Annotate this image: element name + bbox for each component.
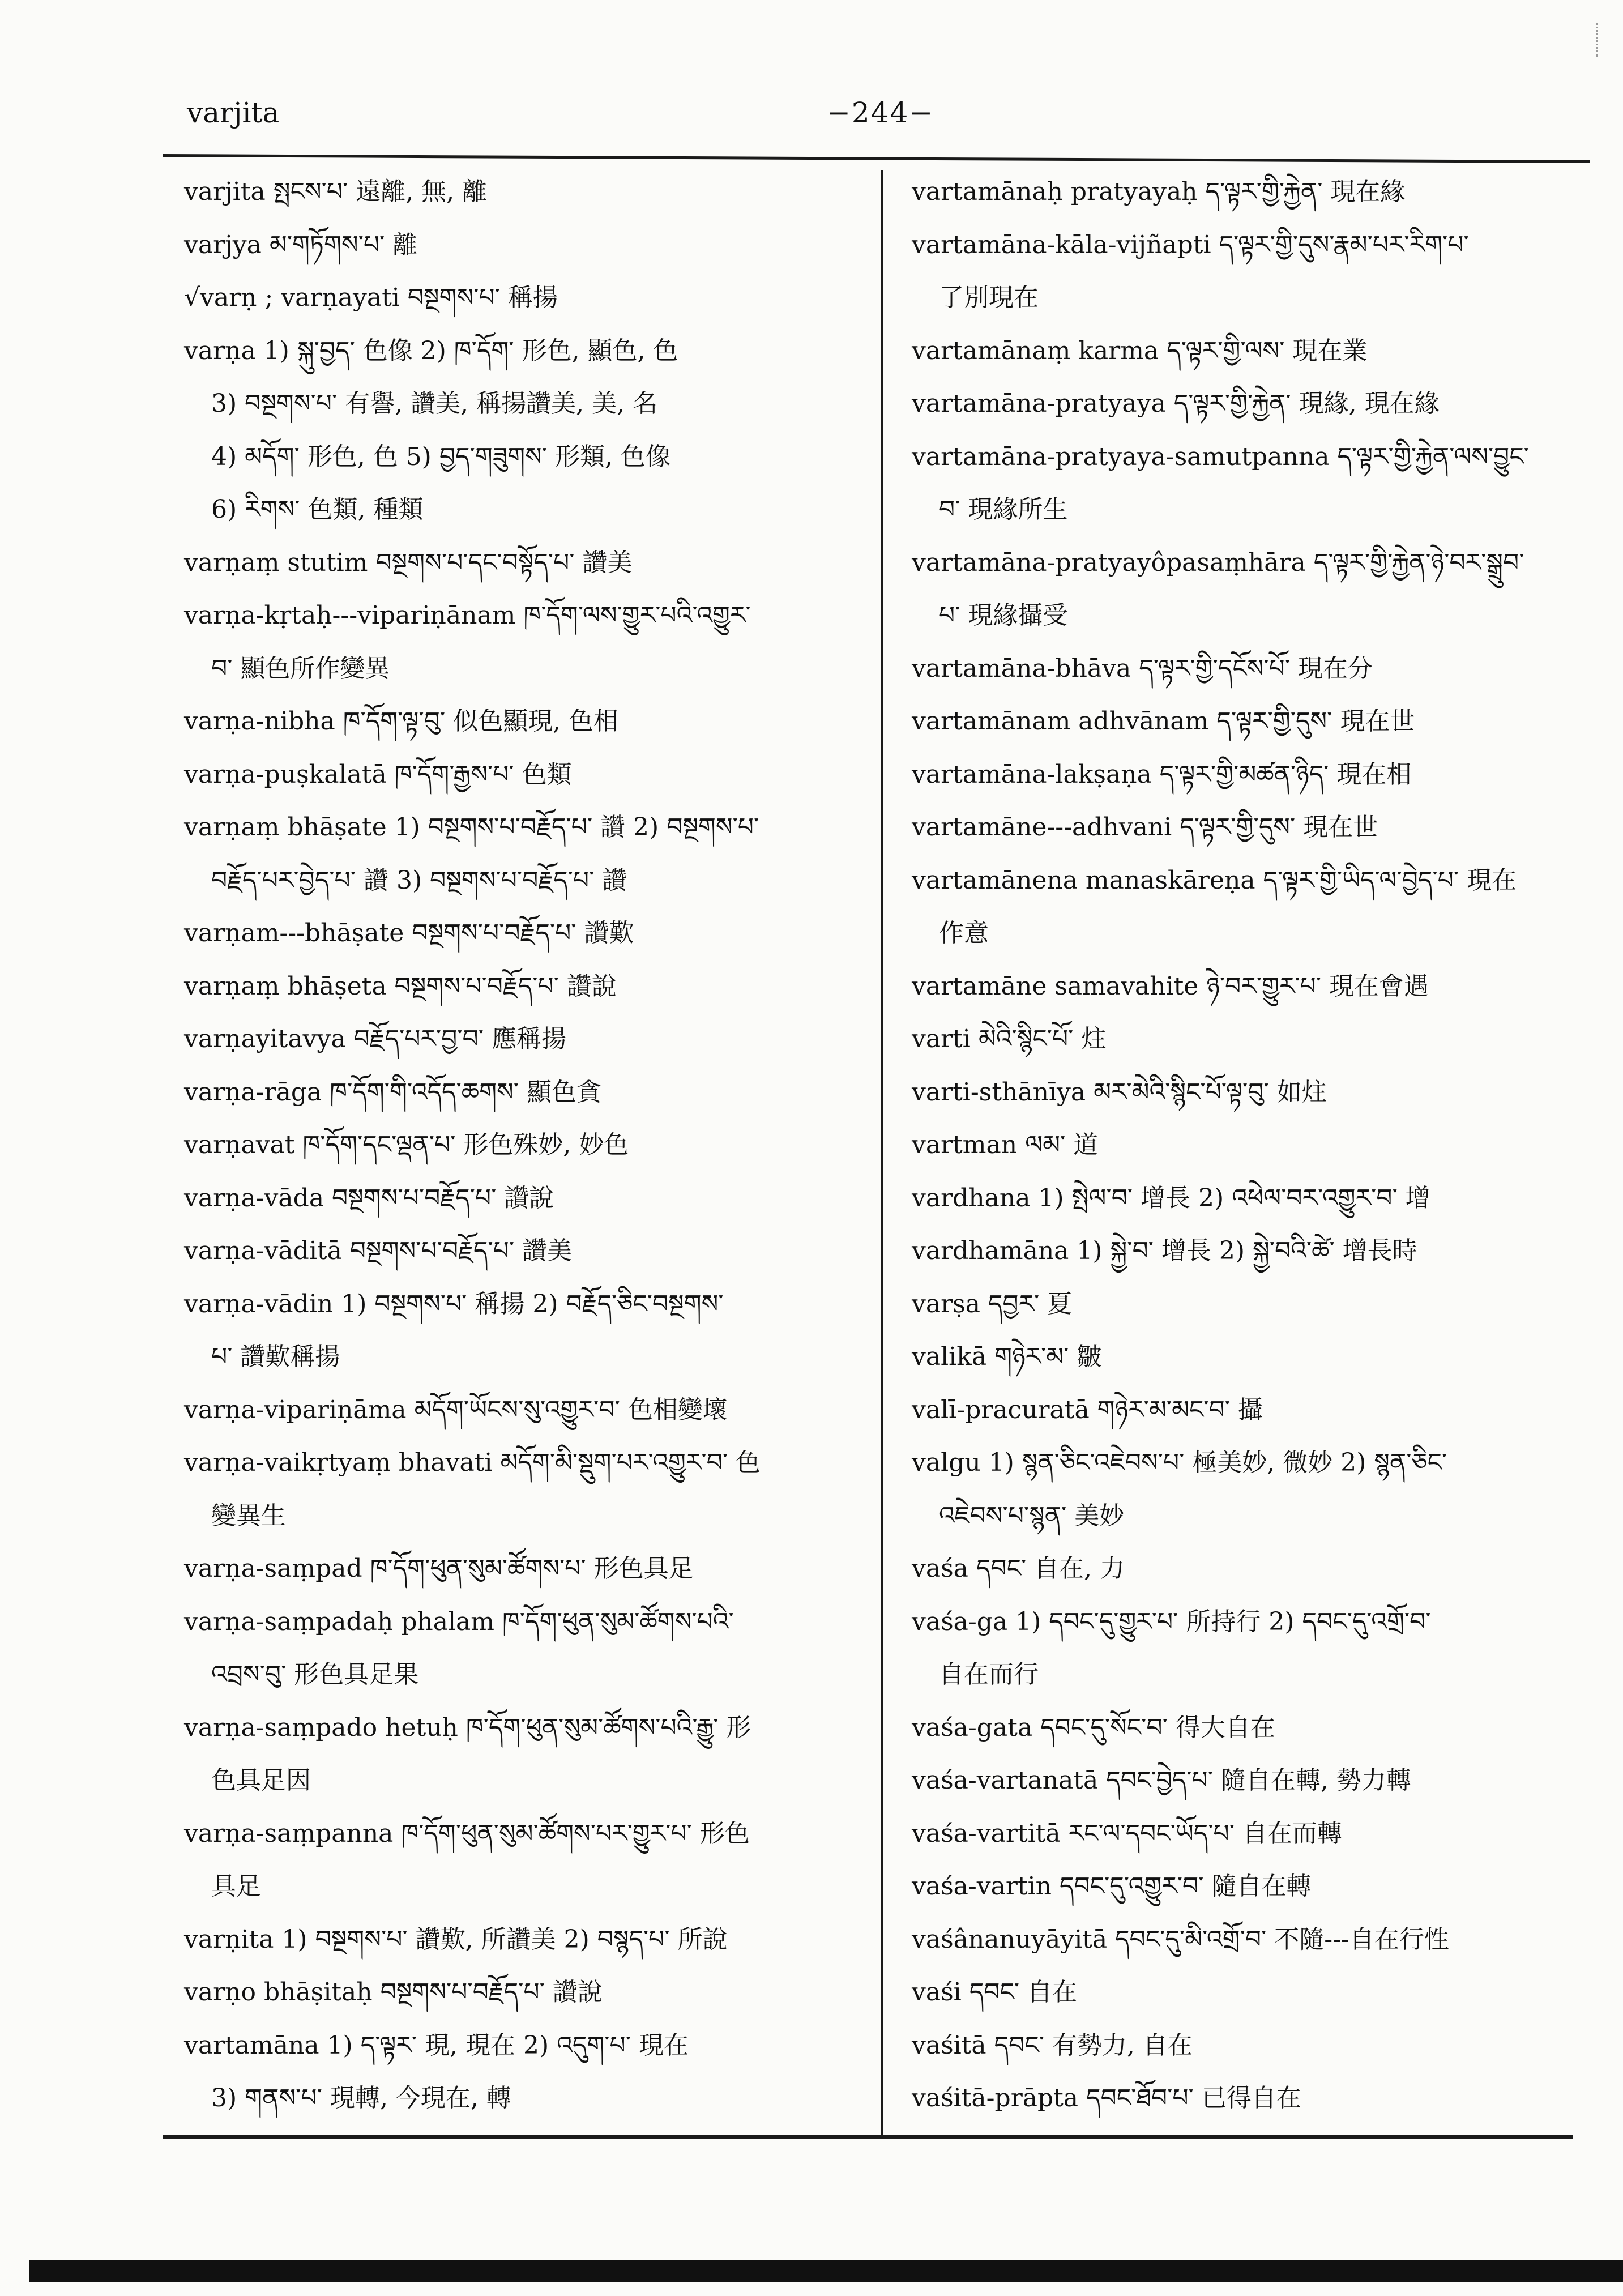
entry-text: varṇa-kṛtaḥ---vipariṇānam ཁ་དོག་ལས་གྱུར་པའི་འགྱུར་: [184, 601, 751, 630]
entry-text: varṇa-saṃpad ཁ་དོག་ཕུན་སུམ་ཚོགས་པ་ 形色具足: [184, 1554, 694, 1583]
entry-text: varṣa དབྱར་ 夏: [912, 1289, 1073, 1318]
entry-text: vartamānaṃ karma ད་ལྟར་གྱི་ལས་ 現在業: [912, 336, 1368, 365]
dictionary-entry-line: [912, 1754, 1591, 1807]
entry-text: varṇa-puṣkalatā ཁ་དོག་རྒྱས་པ་ 色類: [184, 759, 572, 789]
entry-text: √varṇ ; varṇayati བསྔགས་པ་ 稱揚: [184, 283, 558, 312]
entry-text: vartamānaḥ pratyayaḥ ད་ལྟར་གྱི་རྐྱེན་ 現在緣: [912, 177, 1406, 206]
entry-text: vardhana 1) སྤེལ་བ་ 增長 2) འཕེལ་བར་འགྱུར་བ་ 增: [912, 1183, 1430, 1213]
dictionary-entry-line: [184, 1172, 864, 1225]
entry-text: varṇavat ཁ་དོག་དང་ལྡན་པ་ 形色殊妙, 妙色: [184, 1130, 629, 1159]
entry-text: vartamānam adhvānam ད་ལྟར་གྱི་དུས་ 現在世: [912, 707, 1415, 736]
entry-text: varṇa-vipariṇāma མདོག་ཡོངས་སུ་འགྱུར་བ་ 色相變壞: [184, 1395, 728, 1424]
dictionary-entry-line: [912, 1595, 1591, 1649]
dictionary-entry-line: [184, 2019, 864, 2072]
entry-text: valgu 1) སྙན་ཅིང་འཇེབས་པ་ 極美妙, 微妙 2) སྙན་ཅིང་: [912, 1448, 1447, 1477]
dictionary-entry-line: [912, 536, 1591, 590]
dictionary-entry-line: [912, 1172, 1591, 1225]
dictionary-entry-line: [912, 325, 1591, 378]
dictionary-entry-line: [912, 377, 1591, 430]
entry-text: བརྗོད་པར་བྱེད་པ་ 讚 3) བསྔགས་པ་བརྗོད་པ་ 讚: [211, 865, 627, 895]
dictionary-entry-line: [912, 1066, 1591, 1119]
dictionary-entry-line: [912, 1436, 1591, 1490]
dictionary-entry-line: [184, 271, 864, 325]
running-head: varjita: [187, 96, 280, 129]
entry-text: varṇa-saṃpado hetuḥ ཁ་དོག་ཕུན་སུམ་ཚོགས་པའི་རྒྱུ་ 形: [184, 1713, 751, 1742]
dictionary-entry-line: [912, 1542, 1591, 1595]
dictionary-entry-line: [184, 1119, 864, 1172]
dictionary-entry-line: [184, 1066, 864, 1119]
dictionary-entry-line: [912, 1384, 1591, 1437]
dictionary-entry-line: [912, 801, 1591, 854]
entry-text: varjita སྤངས་པ་ 遠離, 無, 離: [184, 177, 488, 206]
entry-continuation-line: [184, 642, 864, 695]
dictionary-entry-line: [184, 219, 864, 272]
dictionary-entry-line: [912, 219, 1591, 272]
dictionary-entry-line: [184, 1013, 864, 1066]
entry-text: 自在而行: [939, 1660, 1039, 1689]
entry-text: vaśânanuyāyitā དབང་དུ་མི་འགྲོ་བ་ 不隨---自在行性: [912, 1924, 1449, 1954]
dictionary-entry-line: [184, 1278, 864, 1331]
entry-text: varṇita 1) བསྔགས་པ་ 讚歎, 所讚美 2) བསྙད་པ་ 所說: [184, 1924, 728, 1954]
entry-text: 6) རིགས་ 色類, 種類: [211, 495, 424, 524]
entry-text: འབྲས་བུ་ 形色具足果: [211, 1660, 419, 1689]
entry-text: vartamāna-lakṣaṇa ད་ལྟར་གྱི་མཚན་ཉིད་ 現在相: [912, 759, 1412, 789]
right-column: [912, 165, 1591, 2125]
dictionary-entry-line: [184, 1436, 864, 1490]
entry-text: vaśitā-prāpta དབང་ཐོབ་པ་ 已得自在: [912, 2084, 1301, 2113]
entry-text: vartamāna-bhāva ད་ལྟར་གྱི་དངོས་པོ་ 現在分: [912, 654, 1373, 683]
entry-text: བ་ 顯色所作變異: [211, 654, 390, 683]
entry-continuation-line: [184, 2072, 864, 2125]
entry-continuation-line: [184, 1860, 864, 1913]
dictionary-entry-line: [912, 748, 1591, 801]
dictionary-entry-line: [184, 695, 864, 748]
entry-text: པ་ 現緣攝受: [939, 601, 1068, 630]
entry-text: varṇa-vaikṛtyaṃ bhavati མདོག་མི་སྡུག་པར་འགྱུར་བ་ 色: [184, 1448, 761, 1477]
dictionary-entry-line: [184, 801, 864, 854]
dictionary-entry-line: [184, 960, 864, 1013]
entry-continuation-line: [184, 1490, 864, 1543]
entry-continuation-line: [912, 907, 1591, 960]
entry-text: valī-pracuratā གཉེར་མ་མང་བ་ 攝: [912, 1395, 1263, 1424]
dictionary-entry-line: [912, 1966, 1591, 2019]
dictionary-entry-line: [912, 695, 1591, 748]
dictionary-entry-line: [184, 1913, 864, 1966]
top-rule: [163, 154, 1590, 163]
dictionary-entry-line: [184, 1384, 864, 1437]
entry-text: varṇa-saṃpanna ཁ་དོག་ཕུན་སུམ་ཚོགས་པར་གྱུར་པ་ 形色: [184, 1819, 750, 1848]
entry-text: vartman ལམ་ 道: [912, 1130, 1099, 1159]
dictionary-entry-line: [184, 1966, 864, 2019]
entry-continuation-line: [912, 1490, 1591, 1543]
entry-text: vaśa-gata དབང་དུ་སོང་བ་ 得大自在: [912, 1713, 1275, 1742]
entry-continuation-line: [184, 854, 864, 907]
entry-text: vaśa-vartanatā དབང་བྱེད་པ་ 隨自在轉, 勢力轉: [912, 1766, 1411, 1795]
dictionary-entry-line: [912, 430, 1591, 484]
entry-text: པ་ 讚歎稱揚: [211, 1342, 340, 1371]
dictionary-entry-line: [912, 1119, 1591, 1172]
entry-continuation-line: [184, 1330, 864, 1384]
dictionary-entry-line: [184, 1807, 864, 1860]
page-number: −244−: [827, 96, 934, 129]
entry-continuation-line: [184, 377, 864, 430]
entry-text: varṇayitavya བརྗོད་པར་བྱ་བ་ 應稱揚: [184, 1025, 566, 1053]
dictionary-entry-line: [912, 1013, 1591, 1066]
dictionary-entry-line: [912, 1278, 1591, 1331]
entry-text: 3) གནས་པ་ 現轉, 今現在, 轉: [211, 2084, 511, 2113]
entry-text: 4) མདོག་ 形色, 色 5) བྱད་གཟུགས་ 形類, 色像: [211, 442, 670, 471]
dictionary-entry-line: [912, 1807, 1591, 1860]
entry-text: varṇa-vāda བསྔགས་པ་བརྗོད་པ་ 讚說: [184, 1183, 554, 1213]
entry-continuation-line: [184, 483, 864, 536]
dictionary-entry-line: [912, 642, 1591, 695]
entry-text: varṇaṃ stutim བསྔགས་པ་དང་བསྟོད་པ་ 讚美: [184, 548, 633, 577]
entry-text: vaśa-ga 1) དབང་དུ་གྱུར་པ་ 所持行 2) དབང་དུ་འགྲོ་བ་: [912, 1607, 1431, 1636]
dictionary-entry-line: [912, 1224, 1591, 1278]
dictionary-entry-line: [184, 325, 864, 378]
dictionary-entry-line: [912, 1330, 1591, 1384]
dictionary-entry-line: [184, 589, 864, 642]
dictionary-entry-line: [912, 1701, 1591, 1755]
dictionary-entry-line: [912, 2072, 1591, 2125]
dictionary-entry-line: [184, 748, 864, 801]
left-column: [184, 165, 864, 2125]
scan-border-band: [29, 2260, 1623, 2282]
entry-text: 了別現在: [939, 283, 1039, 312]
entry-text: བ་ 現緣所生: [939, 495, 1068, 524]
entry-text: vartamāna-pratyayôpasaṃhāra ད་ལྟར་གྱི་རྐྱེན་ཉེ་བར་སྒྲུབ་: [912, 548, 1524, 577]
entry-text: 3) བསྔགས་པ་ 有譽, 讚美, 稱揚讚美, 美, 名: [211, 389, 658, 418]
entry-text: varṇa-nibha ཁ་དོག་ལྟ་བུ་ 似色顯現, 色相: [184, 707, 619, 736]
entry-continuation-line: [912, 271, 1591, 325]
entry-text: varṇaṃ bhāṣeta བསྔགས་པ་བརྗོད་པ་ 讚說: [184, 971, 617, 1001]
entry-text: varṇaṃ bhāṣate 1) བསྔགས་པ་བརྗོད་པ་ 讚 2) བསྔགས་པ་: [184, 813, 759, 842]
entry-text: 作意: [939, 919, 989, 948]
entry-text: varṇa-vāditā བསྔགས་པ་བརྗོད་པ་ 讚美: [184, 1236, 573, 1265]
entry-text: 變異生: [211, 1501, 286, 1530]
entry-continuation-line: [912, 589, 1591, 642]
entry-text: varjya མ་གཏོགས་པ་ 離: [184, 230, 418, 259]
entry-text: varṇa-saṃpadaḥ phalam ཁ་དོག་ཕུན་སུམ་ཚོགས་པའི་: [184, 1607, 734, 1636]
entry-text: varṇam---bhāṣate བསྔགས་པ་བརྗོད་པ་ 讚歎: [184, 919, 634, 948]
entry-text: varṇo bhāṣitaḥ བསྔགས་པ་བརྗོད་པ་ 讚說: [184, 1978, 603, 2007]
entry-text: vartamāna-pratyaya-samutpanna ད་ལྟར་གྱི་རྐྱེན་ལས་བྱུང་: [912, 442, 1529, 471]
entry-continuation-line: [184, 1648, 864, 1701]
entry-text: vartamāna-kāla-vijñapti ད་ལྟར་གྱི་དུས་རྣམ་པར་རིག་པ་: [912, 230, 1469, 259]
entry-continuation-line: [912, 1648, 1591, 1701]
scan-artifact: [1596, 23, 1615, 57]
entry-text: vardhamāna 1) སྐྱེ་བ་ 增長 2) སྐྱེ་བའི་ཚེ་ 增長時: [912, 1236, 1417, 1265]
entry-continuation-line: [184, 430, 864, 484]
dictionary-entry-line: [912, 1860, 1591, 1913]
entry-text: varṇa 1) སྐུ་བྱད་ 色像 2) ཁ་དོག་ 形色, 顯色, 色: [184, 336, 678, 365]
dictionary-entry-line: [184, 165, 864, 219]
dictionary-entry-line: [912, 854, 1591, 907]
dictionary-entry-line: [184, 1701, 864, 1755]
entry-text: vartamānena manaskāreṇa ད་ལྟར་གྱི་ཡིད་ལ་བྱེད་པ་ 現在: [912, 865, 1517, 895]
dictionary-entry-line: [912, 165, 1591, 219]
bottom-rule: [163, 2135, 1573, 2139]
dictionary-entry-line: [184, 1595, 864, 1649]
entry-continuation-line: [912, 483, 1591, 536]
entry-text: valikā གཉེར་མ་ 皺: [912, 1342, 1102, 1371]
entry-text: vartamāne samavahite ཉེ་བར་གྱུར་པ་ 現在會遇: [912, 971, 1429, 1001]
dictionary-entry-line: [184, 1542, 864, 1595]
entry-text: vartamāna 1) ད་ལྟར་ 現, 現在 2) འདུག་པ་ 現在: [184, 2030, 689, 2060]
dictionary-entry-line: [184, 1224, 864, 1278]
entry-text: vaśa དབང་ 自在, 力: [912, 1554, 1125, 1583]
entry-text: vartamāna-pratyaya ད་ལྟར་གྱི་རྐྱེན་ 現緣, 現在緣: [912, 389, 1440, 418]
dictionary-entry-line: [912, 2019, 1591, 2072]
dictionary-entry-line: [912, 1913, 1591, 1966]
entry-text: འཇེབས་པ་སྙན་ 美妙: [939, 1501, 1125, 1530]
entry-text: 具足: [211, 1872, 261, 1901]
entry-text: varṇa-rāga ཁ་དོག་གི་འདོད་ཆགས་ 顯色貪: [184, 1077, 601, 1107]
dictionary-entry-line: [184, 536, 864, 590]
dictionary-entry-line: [912, 960, 1591, 1013]
entry-text: 色具足因: [211, 1766, 311, 1795]
entry-text: vaśa-vartin དབང་དུ་འགྱུར་བ་ 隨自在轉: [912, 1872, 1312, 1901]
dictionary-entry-line: [184, 907, 864, 960]
entry-continuation-line: [184, 1754, 864, 1807]
entry-text: varti-sthānīya མར་མེའི་སྙིང་པོ་ལྟ་བུ་ 如炷: [912, 1077, 1327, 1107]
entry-text: vaśitā དབང་ 有勢力, 自在: [912, 2030, 1193, 2060]
entry-text: varti མེའི་སྙིང་པོ་ 炷: [912, 1025, 1107, 1053]
entry-text: vaśa-vartitā རང་ལ་དབང་ཡོད་པ་ 自在而轉: [912, 1819, 1342, 1848]
entry-text: vartamāne---adhvani ད་ལྟར་གྱི་དུས་ 現在世: [912, 813, 1378, 842]
entry-text: varṇa-vādin 1) བསྔགས་པ་ 稱揚 2) བརྗོད་ཅིང་བསྔགས་: [184, 1289, 724, 1318]
column-divider: [881, 170, 883, 2135]
entry-text: vaśi དབང་ 自在: [912, 1978, 1078, 2007]
